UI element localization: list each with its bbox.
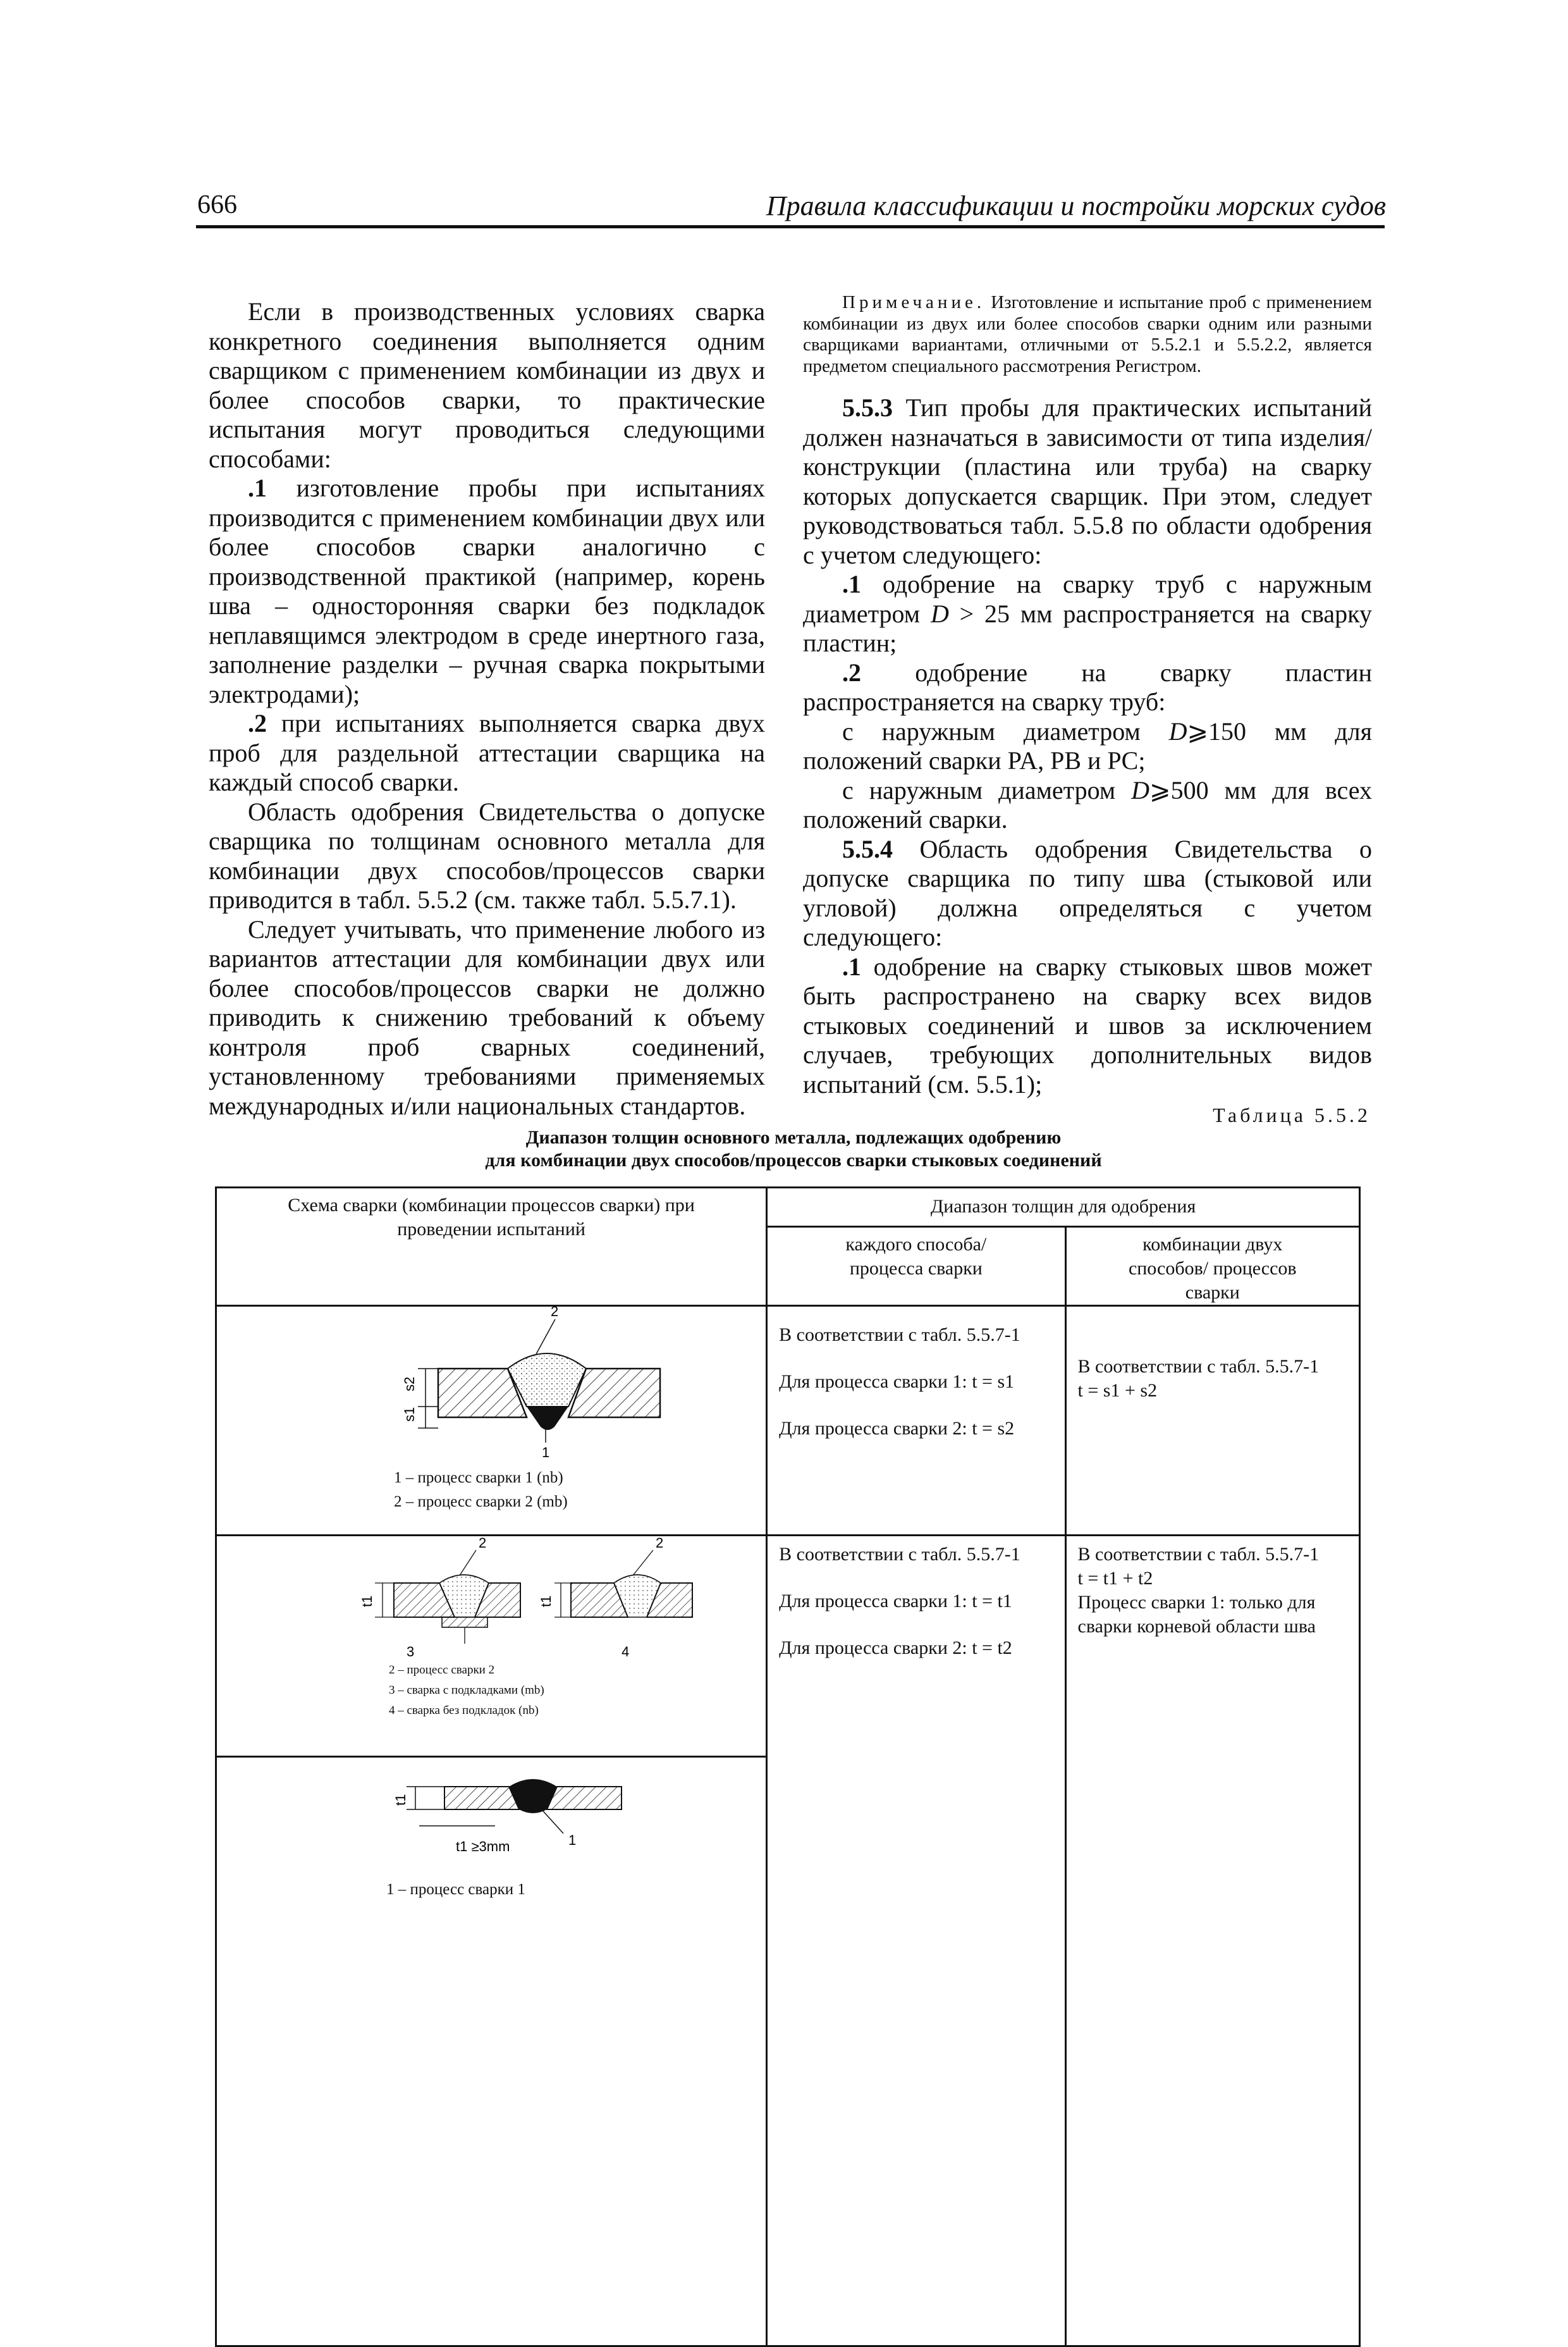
row3-figure (217, 1758, 766, 1960)
root-weld-diagram (217, 1758, 769, 1897)
table-title (209, 1126, 1378, 1172)
thickness-range-table (215, 1186, 1361, 2347)
list-item (803, 658, 1372, 717)
item-text: ⩾150 мм для положений сварки PA, PB и PC; (803, 717, 1372, 775)
item-number: .1 (842, 952, 861, 981)
table-title-line: Диапазон толщин основного металла, подлежащих одобрению (525, 1127, 1062, 1148)
item-text: с наружным диаметром (842, 717, 1169, 746)
header-each-process (767, 1227, 1065, 1306)
section-5-5-3 (803, 393, 1372, 570)
figure-caption: 4 – сварка без подкладок (nb) (389, 1704, 539, 1717)
row2-each-process (767, 1536, 1065, 2346)
table-label: Таблица 5.5.2 (1213, 1104, 1371, 1126)
dimension-label: s2 (401, 1376, 417, 1391)
header-text: Схема сварки (комбинации процессов сварки) при проведении испытаний (288, 1195, 695, 1240)
item-text: с наружным диаметром (842, 775, 1132, 804)
paragraph (209, 474, 765, 709)
header-text: комбинации двух способов/ процессов сварки (1128, 1234, 1297, 1303)
row1-figure (217, 1307, 766, 1534)
paragraph: Следует учитывать, что применение любого из вариантов аттестации для комбинации двух или более способов/процессов сварки не должно приводить к снижению требований к объему контроля проб сварных соединений, установленному требованиями применяемых международных и/или национальных стандартов. (209, 915, 765, 1120)
dimension-label: s1 (401, 1407, 417, 1422)
item-number: .1 (842, 570, 861, 598)
callout-label: 1 (568, 1832, 577, 1848)
item-text: одобрение на сварку пластин распространяется на сварку труб: (803, 658, 1372, 716)
header-rule (196, 225, 1385, 228)
row1-combination (1065, 1306, 1359, 1536)
header-scheme (216, 1188, 767, 1306)
row1-scheme-cell (216, 1306, 767, 1536)
item-text: одобрение на сварку труб с наружным диаметром (803, 570, 1372, 628)
paragraph: Если в производственных условиях сварка конкретного соединения выполняется одним сварщиком с применением комбинации из двух и более способов сварки, то практические испытания могут проводиться следующими способами: (209, 297, 765, 473)
section-number: 5.5.4 (842, 834, 893, 863)
note-label: Примечание. (842, 292, 986, 312)
dimension-label: t1 (393, 1794, 408, 1806)
note (803, 292, 1372, 377)
callout-label: 2 (656, 1536, 664, 1551)
dimension-label: t1 (538, 1595, 554, 1607)
figure-caption: 2 – процесс сварки 2 (mb) (394, 1493, 568, 1510)
note-text: Изготовление и испытание проб с применением комбинации из двух или более способов сварки одним или разными сварщиками вариантами, отличными от 5.5.2.1 и 5.5.2.2, является предметом специального рассмотрения Регистром. (803, 292, 1372, 376)
row1-each-process (767, 1306, 1065, 1536)
cell-line: Для процесса сварки 2: t = t2 (779, 1637, 1012, 1658)
figure-caption: 1 – процесс сварки 1 (nb) (394, 1469, 563, 1486)
row3-scheme-cell (216, 1757, 767, 2346)
figure-caption: 3 – сварка с подкладками (mb) (389, 1684, 544, 1697)
row2-combination (1065, 1536, 1359, 2346)
cell-line: В соответствии с табл. 5.5.7-1 (1077, 1356, 1320, 1377)
row2-figure (217, 1536, 766, 1756)
cell-line: В соответствии с табл. 5.5.7-1 (779, 1544, 1020, 1565)
section-text: Область одобрения Свидетельства о допуске сварщика по типу шва (стыковой или угловой) должна определяться с учетом следующего: (803, 834, 1372, 951)
cell-line: Для процесса сварки 1: t = t1 (779, 1591, 1012, 1611)
section-number: 5.5.3 (842, 393, 893, 422)
item-text: изготовление пробы при испытаниях производится с применением комбинации двух или более способов сварки аналогично с производственной практикой (например, корень шва – односторонняя сварки без подкладок неплавящимся электродом в среде инертного газа, заполнение разделки – ручная сварка покрытыми электродами); (209, 474, 765, 708)
paragraph (209, 709, 765, 798)
table-title-line: для комбинации двух способов/процессов сварки стыковых соединений (485, 1150, 1102, 1171)
running-title: Правила классификации и постройки морских судов (766, 190, 1386, 221)
left-column (209, 297, 765, 1121)
item-number: .2 (248, 709, 267, 737)
item-text: ⩾500 мм для всех положений сварки. (803, 775, 1372, 834)
header-range (767, 1188, 1360, 1227)
page-number: 666 (197, 190, 237, 219)
item-text: одобрение на сварку стыковых швов может быть распространено на сварку всех видов стыковых соединений и швов за исключением случаев, требующих дополнительных видов испытаний (см. 5.5.1); (803, 952, 1372, 1099)
section-text: Тип пробы для практических испытаний должен назначаться в зависимости от типа изделия/конструкции (пластина или труба) на сварку которых допускается сварщик. При этом, следует руководствоваться табл. 5.5.8 по области одобрения с учетом следующего: (803, 393, 1372, 569)
dimension-label: t1 (359, 1595, 375, 1607)
figure-caption: 1 – процесс сварки 1 (386, 1881, 525, 1898)
header-text: каждого способа/ процесса сварки (845, 1234, 987, 1279)
callout-label: 2 (479, 1536, 487, 1551)
variable: D (1168, 717, 1187, 746)
row2-scheme-cell (216, 1536, 767, 1757)
cell-line: t = s1 + s2 (1077, 1380, 1158, 1401)
butt-weld-diagram (217, 1307, 769, 1484)
list-item (803, 717, 1372, 776)
header-text: Диапазон толщин для одобрения (930, 1196, 1196, 1217)
list-item (803, 952, 1372, 1100)
list-item (803, 570, 1372, 658)
item-number: .1 (248, 474, 267, 502)
figure-caption: 2 – процесс сварки 2 (389, 1663, 495, 1677)
callout-label: 3 (407, 1644, 415, 1660)
list-item (803, 776, 1372, 835)
paragraph: Область одобрения Свидетельства о допуске сварщика по толщинам основного металла для комбинации двух способов/процессов сварки приводится в табл. 5.5.2 (см. также табл. 5.5.7.1). (209, 797, 765, 914)
header-combination (1065, 1227, 1359, 1306)
cell-line: Для процесса сварки 1: t = s1 (779, 1371, 1015, 1392)
callout-label: 2 (551, 1307, 559, 1319)
variable: D (930, 599, 949, 628)
section-5-5-4 (803, 835, 1372, 952)
cell-line: Процесс сварки 1: только для сварки корневой области шва (1077, 1592, 1316, 1637)
item-number: .2 (842, 658, 861, 687)
cell-line: Для процесса сварки 2: t = s2 (779, 1418, 1015, 1439)
item-text: при испытаниях выполняется сварка двух проб для раздельной аттестации сварщика на каждый способ сварки. (209, 709, 765, 796)
cell-line: В соответствии с табл. 5.5.7-1 (779, 1324, 1020, 1345)
variable: D (1131, 775, 1150, 804)
cell-line: t = t1 + t2 (1077, 1568, 1153, 1589)
callout-label: 1 (542, 1445, 550, 1460)
item-text: > 25 мм распространяется на сварку пластин; (803, 599, 1372, 657)
dimension-label: t1 ≥3mm (456, 1839, 510, 1854)
callout-label: 4 (622, 1644, 630, 1660)
cell-line: В соответствии с табл. 5.5.7-1 (1077, 1544, 1320, 1565)
right-column (803, 292, 1372, 1099)
